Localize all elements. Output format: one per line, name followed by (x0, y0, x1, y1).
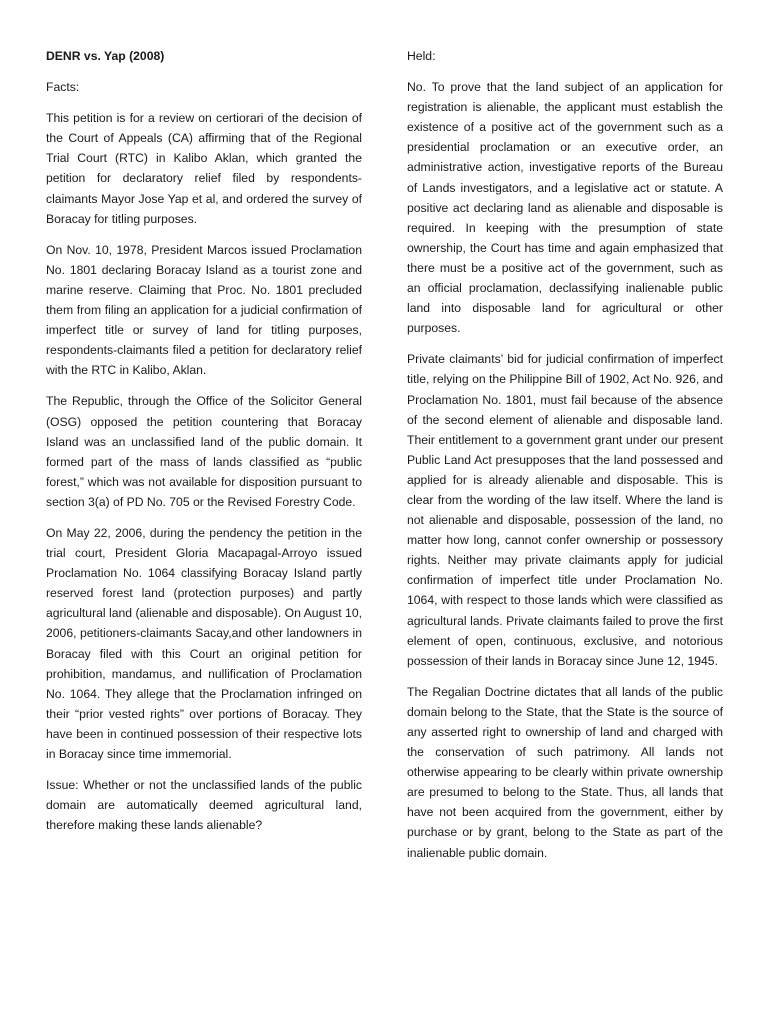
held-paragraph-3: The Regalian Doctrine dictates that all lands of the public domain belong to the State, that the State is the source of any asserted right to ownership of land and charged with the conservation of such patrimony. All lands not otherwise appearing to be clearly within private ownership are presumed to belong to the State. Thus, all lands that have not been acquired from the government, either by purchase or by grant, belong to the State as part of the inalienable public domain. (407, 684, 723, 860)
facts-paragraph-2: On Nov. 10, 1978, President Marcos issued Proclamation No. 1801 declaring Boracay Island as a tourist zone and marine reserve. Claiming that Proc. No. 1801 precluded them from filing an application for a judicial confirmation of imperfect title or survey of land for titling purposes, respondents-claimants filed a petition for declaratory relief with the RTC in Kalibo, Aklan. (46, 242, 362, 378)
facts-heading: Facts: (46, 80, 80, 95)
facts-paragraph-3: The Republic, through the Office of the Solicitor General (OSG) opposed the petition countering that Boracay Island was an unclassified land of the public domain. It formed part of the mass of lands classified as “public forest,” which was not available for disposition pursuant to section 3(a) of PD No. 705 or the Revised Forestry Code. (46, 394, 362, 509)
issue-paragraph: Issue: Whether or not the unclassified lands of the public domain are automatically deemed agricultural land, therefore making these lands alienable? (46, 778, 362, 833)
case-title: DENR vs. Yap (2008) (46, 49, 165, 63)
held-heading: Held: (407, 49, 436, 63)
facts-paragraph-4: On May 22, 2006, during the pendency the petition in the trial court, President Gloria Macapagal-Arroyo issued Proclamation No. 1064 classifying Boracay Island partly reserved forest land (protection purposes) and partly agricultural land (alienable and disposable). On August 10, 2006, petitioners-claimants Sacay,and other landowners in Boracay filed with this Court an original petition for prohibition, mandamus, and nullification of Proclamation No. 1064. They allege that the Proclamation infringed on their “prior vested rights” over portions of Boracay. They have been in continued possession of their respective lots in Boracay since time immemorial. (46, 525, 362, 761)
right-column (407, 46, 723, 874)
held-paragraph-1: No. To prove that the land subject of an application for registration is alienable, the applicant must establish the existence of a positive act of the government such as a presidential proclamation or an executive order, an administrative action, investigative reports of the Bureau of Lands investigators, and a legislative act or statute. A positive act declaring land as alienable and disposable is required. In keeping with the presumption of state ownership, the Court has time and again emphasized that there must be a positive act of the government, such as an official proclamation, declassifying inalienable public land into disposable land for agricultural or other purposes. (407, 80, 723, 336)
held-paragraph-2: Private claimants’ bid for judicial confirmation of imperfect title, relying on the Philippine Bill of 1902, Act No. 926, and Proclamation No. 1801, must fail because of the absence of the second element of alienable and disposable land. Their entitlement to a government grant under our present Public Land Act presupposes that the land possessed and applied for is already alienable and disposable. This is clear from the wording of the law itself. Where the land is not alienable and disposable, possession of the land, no matter how long, cannot confer ownership or possessory rights. Neither may private claimants apply for judicial confirmation of imperfect title under Proclamation No. 1064, with respect to those lands which were classified as agricultural lands. Private claimants failed to prove the first element of open, continuous, exclusive, and notorious possession of their lands in Boracay since June 12, 1945. (407, 352, 723, 668)
left-column (46, 46, 362, 846)
facts-paragraph-1: This petition is for a review on certiorari of the decision of the Court of Appeals (CA) affirming that of the Regional Trial Court (RTC) in Kalibo Aklan, which granted the petition for declaratory relief filed by respondents-claimants Mayor Jose Yap et al, and ordered the survey of Boracay for titling purposes. (46, 111, 362, 226)
